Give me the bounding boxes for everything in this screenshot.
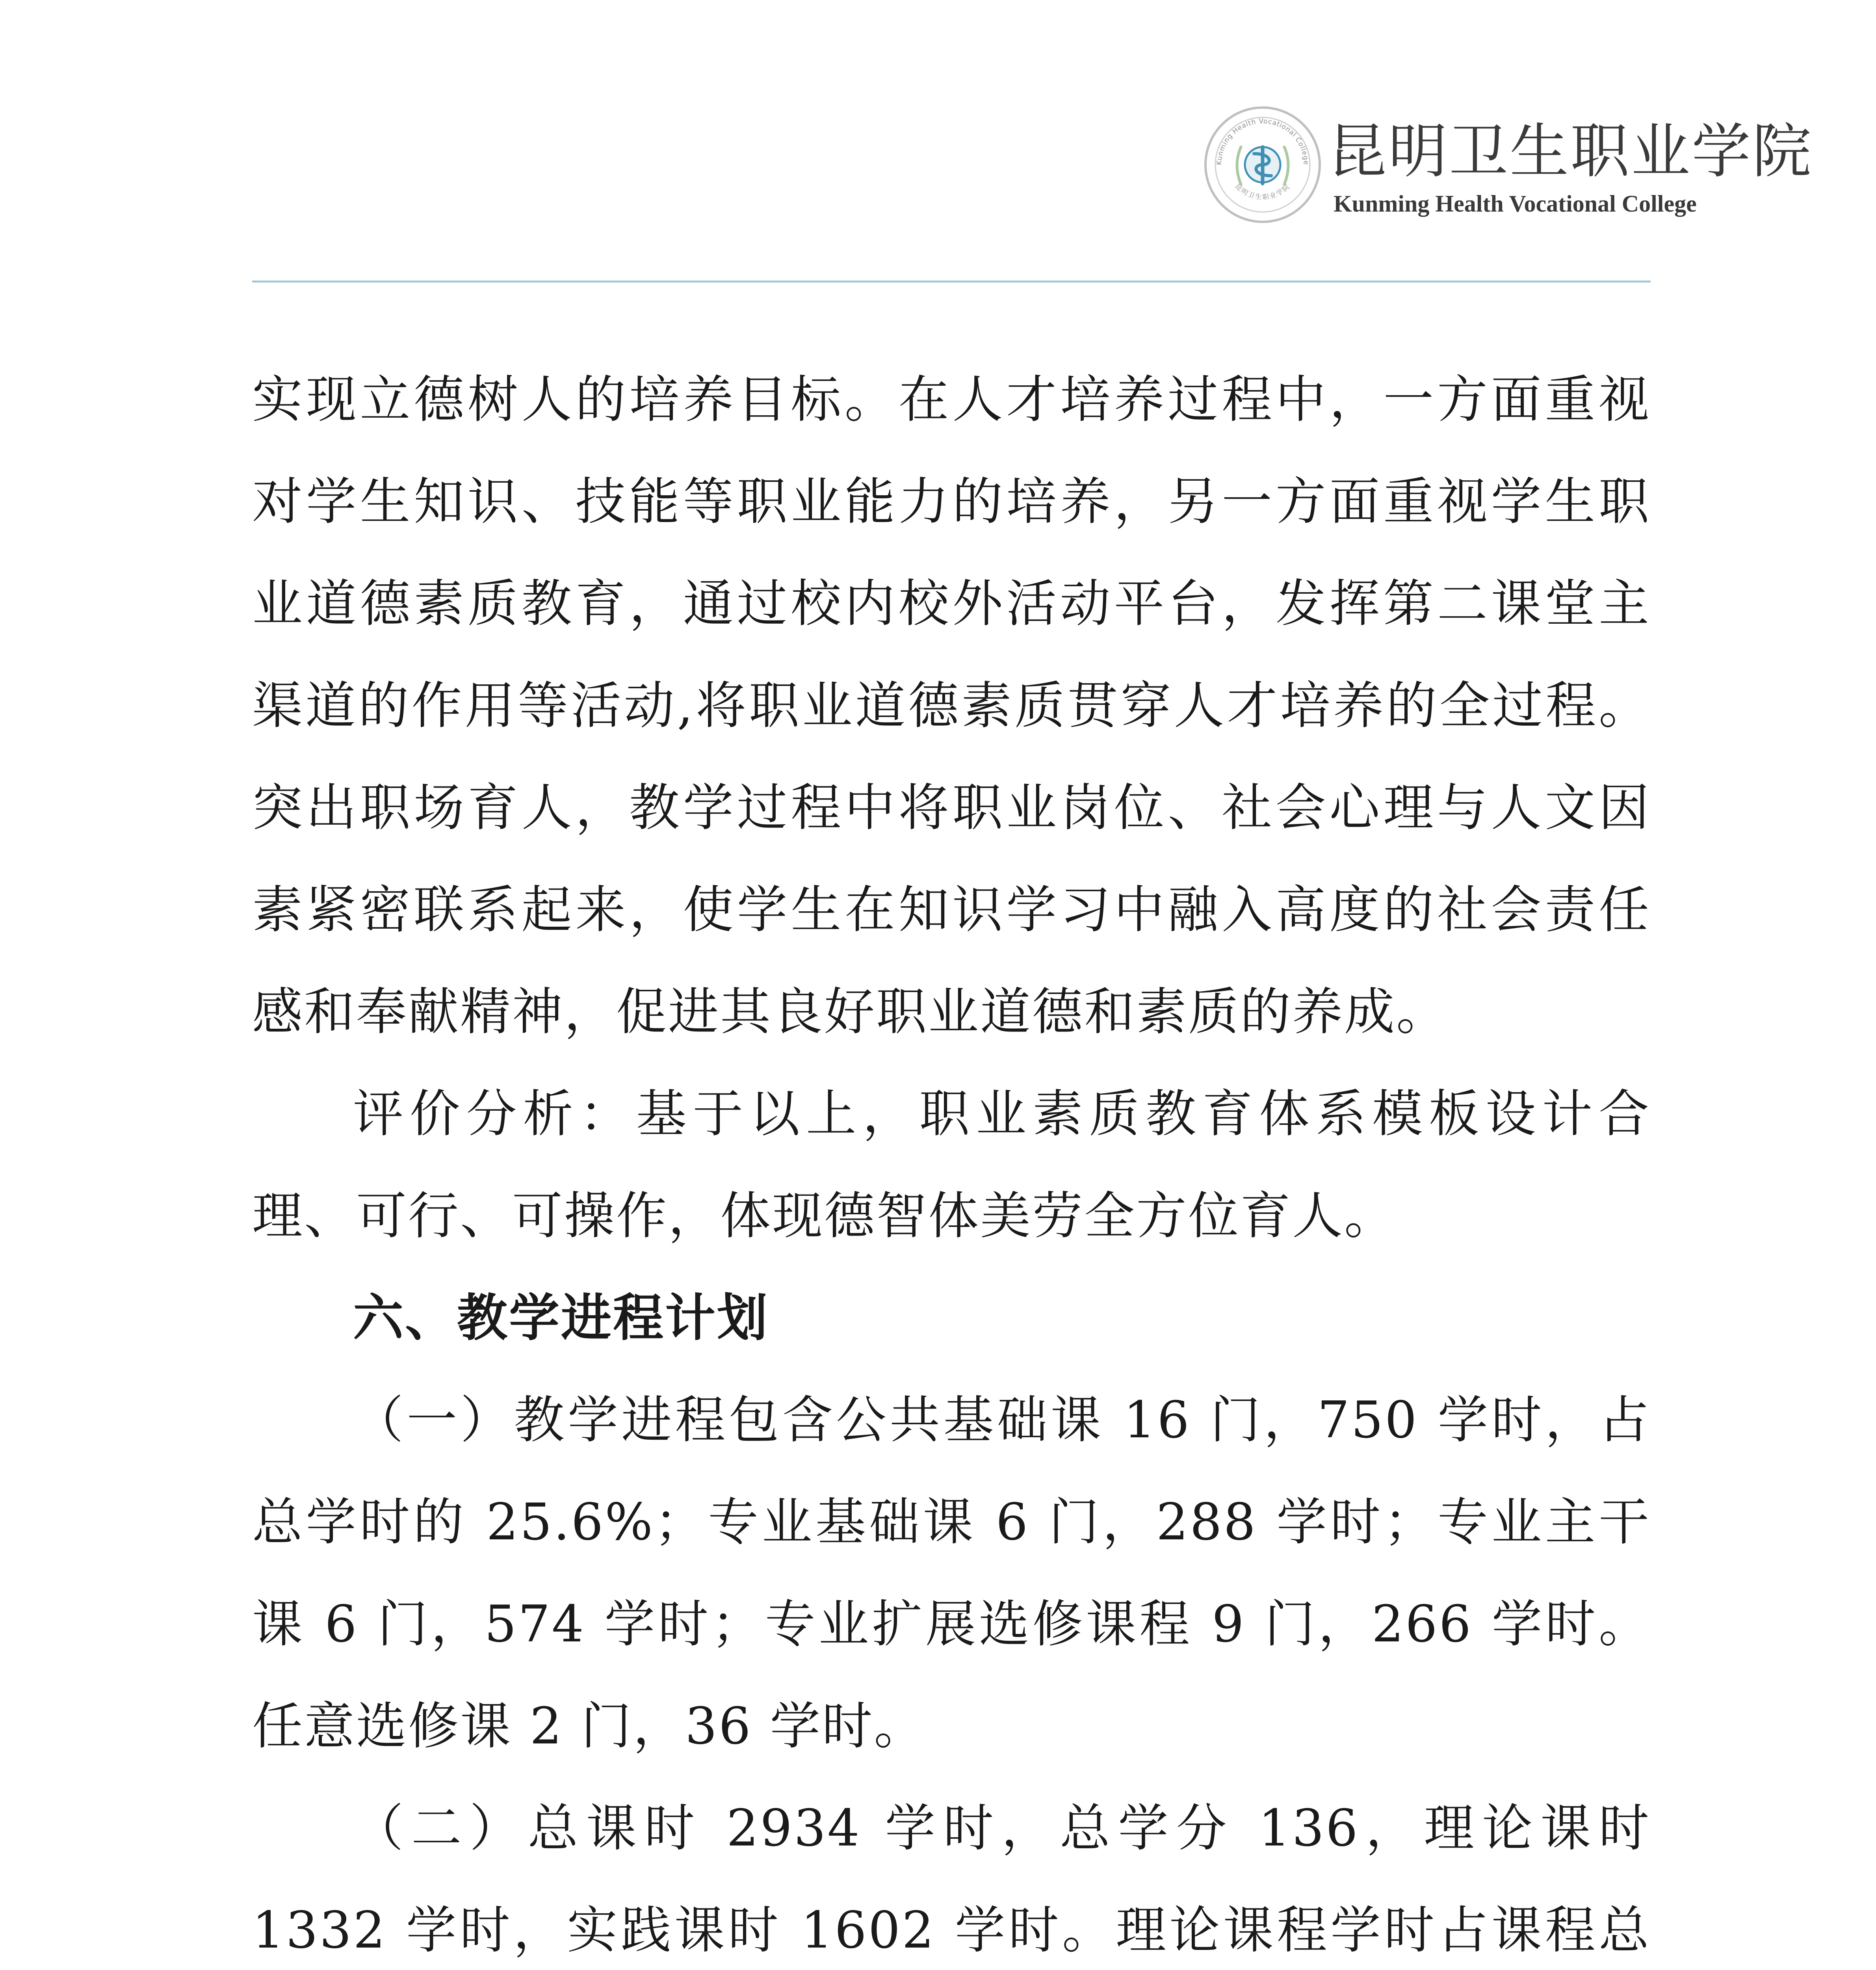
section-heading: 六、教学进程计划 xyxy=(353,1289,769,1347)
evaluation-paragraph: 评价分析：基于以上，职业素质教育体系模板设计合理、可行、可操作，体现德智体美劳全方位育人。 xyxy=(252,1085,1651,1245)
body-paragraph: 实现立德树人的培养目标。在人才培养过程中，一方面重视对学生知识、技能等职业能力的培养，另一方面重视学生职业道德素质教育，通过校内校外活动平台，发挥第二课堂主渠道的作用等活动,将职业道德素质贯穿人才培养的全过程。突出职场育人，教学过程中将职业岗位、社会心理与人文因素紧密联系起来，使学生在知识学习中融入高度的社会责任感和奉献精神，促进其良好职业道德和素质的养成。 xyxy=(252,370,1651,1041)
header-divider xyxy=(252,281,1651,282)
college-name-cn: 昆明卫生职业学院 xyxy=(1328,117,1813,186)
page-header xyxy=(0,0,1876,284)
section-paragraph: （二）总课时 2934 学时，总学分 136，理论课时 1332 学时，实践课时 1602 学时。理论课程学时占课程总 xyxy=(252,1799,1651,1960)
college-name-en: Kunming Health Vocational College xyxy=(1334,191,1697,217)
seal-text-cn: 昆明卫生职业学院 xyxy=(1233,182,1292,202)
seal-text-en: Kunming Health Vocational College xyxy=(1215,117,1310,165)
document-body xyxy=(252,349,1651,1970)
section-paragraph: （一）教学进程包含公共基础课 16 门，750 学时，占总学时的 25.6%；专业基础课 6 门，288 学时；专业主干课 6 门，574 学时；专业扩展选修课程 9 门，266 学时。任意选修课 2 门，36 学时。 xyxy=(252,1391,1651,1756)
college-seal-icon xyxy=(1204,106,1322,224)
